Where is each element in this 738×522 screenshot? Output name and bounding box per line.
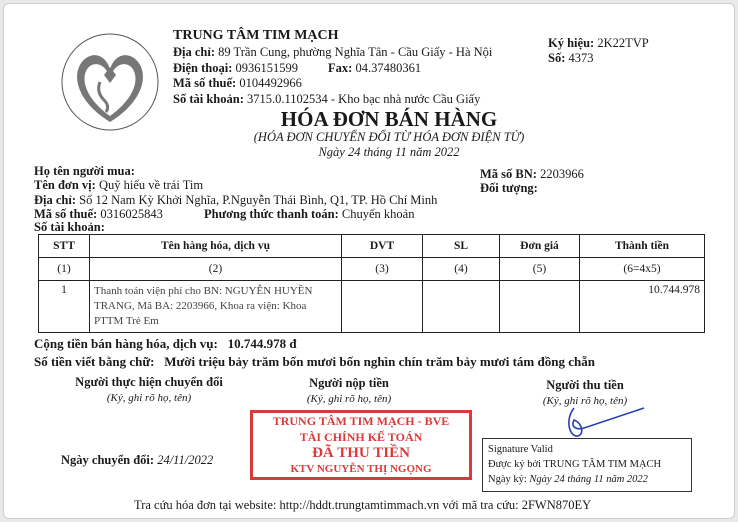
lookup-footer: Tra cứu hóa đơn tại website: http://hddt.trungtamtimmach.vn với mã tra cứu: 2FWN870EY <box>134 498 592 512</box>
seller-phone: Điện thoại: 0936151599 <box>173 61 298 75</box>
col-stt: STT <box>39 235 90 258</box>
table-index-row: (1) (2) (3) (4) (5) (6=4x5) <box>39 258 705 281</box>
subject: Đối tượng: <box>480 181 538 195</box>
seller-name: TRUNG TÂM TIM MẠCH <box>173 28 339 43</box>
handwritten-signature <box>544 406 654 438</box>
buyer-unit: Tên đơn vị: Quỹ hiểu về trái Tim <box>34 178 204 192</box>
invoice-symbol: Ký hiệu: 2K22TVP <box>548 36 649 50</box>
seller-account: Số tài khoản: 3715.0.1102534 - Kho bạc nhà nước Cầu Giấy <box>173 92 481 106</box>
seller-fax: Fax: 04.37480361 <box>328 61 422 75</box>
col-price: Đơn giá <box>500 235 580 258</box>
seller-address: Địa chỉ: 89 Trần Cung, phường Nghĩa Tân - Cầu Giấy - Hà Nội <box>173 45 493 59</box>
conversion-date: Ngày chuyển đổi: 24/11/2022 <box>61 453 214 467</box>
col-dvt: DVT <box>342 235 423 258</box>
buyer-account: Số tài khoản: <box>34 220 105 234</box>
buyer-tax: Mã số thuế: 0316025843 <box>34 207 163 221</box>
paid-stamp: TRUNG TÂM TIM MẠCH - BVE TÀI CHÍNH KẾ TOÁN ĐÃ THU TIỀN KTV NGUYỄN THỊ NGỌNG <box>250 410 472 480</box>
buyer-address: Địa chỉ: Số 12 Nam Kỳ Khởi Nghĩa, P.Nguyễn Thái Bình, Q1, TP. Hồ Chí Minh <box>34 193 438 207</box>
invoice-number: Số: 4373 <box>548 51 594 65</box>
seller-tax: Mã số thuế: 0104492966 <box>173 76 302 90</box>
patient-id: Mã số BN: 2203966 <box>480 167 584 181</box>
payment-method: Phương thức thanh toán: Chuyển khoản <box>204 207 415 221</box>
items-table <box>38 234 705 333</box>
invoice-date: Ngày 24 tháng 11 năm 2022 <box>318 145 460 159</box>
table-row: 1 Thanh toán viện phí cho BN: NGUYỄN HUYỀN TRANG, Mã BA: 2203966, Khoa ra viện: Khoa PTTM Trẻ Em 10.744.978 <box>39 281 705 333</box>
table-header-row <box>39 235 705 258</box>
total-amount: Cộng tiền bán hàng hóa, dịch vụ: 10.744.978 đ <box>34 336 297 351</box>
signature-converter: Người thực hiện chuyển đổi (Ký, ghi rõ họ, tên) <box>75 375 223 404</box>
invoice-title: HÓA ĐƠN BÁN HÀNG <box>280 107 498 131</box>
signature-payer: Người nộp tiền (Ký, ghi rõ họ, tên) <box>306 376 392 405</box>
invoice-document <box>3 3 735 519</box>
signature-cashier: Người thu tiền (Ký, ghi rõ họ, tên) <box>542 378 628 407</box>
amount-in-words: Số tiền viết bằng chữ: Mười triệu bảy trăm bốn mươi bốn nghìn chín trăm bảy mươi tám đồng chẵn <box>34 354 595 369</box>
digital-signature-box: Signature Valid Được ký bởi TRUNG TÂM TIM MẠCH Ngày ký: Ngày 24 tháng 11 năm 2022 <box>482 438 692 492</box>
col-sl: SL <box>423 235 500 258</box>
lookup-link[interactable]: http://hddt.trungtamtimmach.vn <box>279 498 440 512</box>
invoice-subtitle: (HÓA ĐƠN CHUYỂN ĐỔI TỪ HÓA ĐƠN ĐIỆN TỬ) <box>253 130 525 144</box>
col-amount: Thành tiền <box>580 235 705 258</box>
buyer-name: Họ tên người mua: <box>34 164 135 178</box>
col-name: Tên hàng hóa, dịch vụ <box>90 235 342 258</box>
